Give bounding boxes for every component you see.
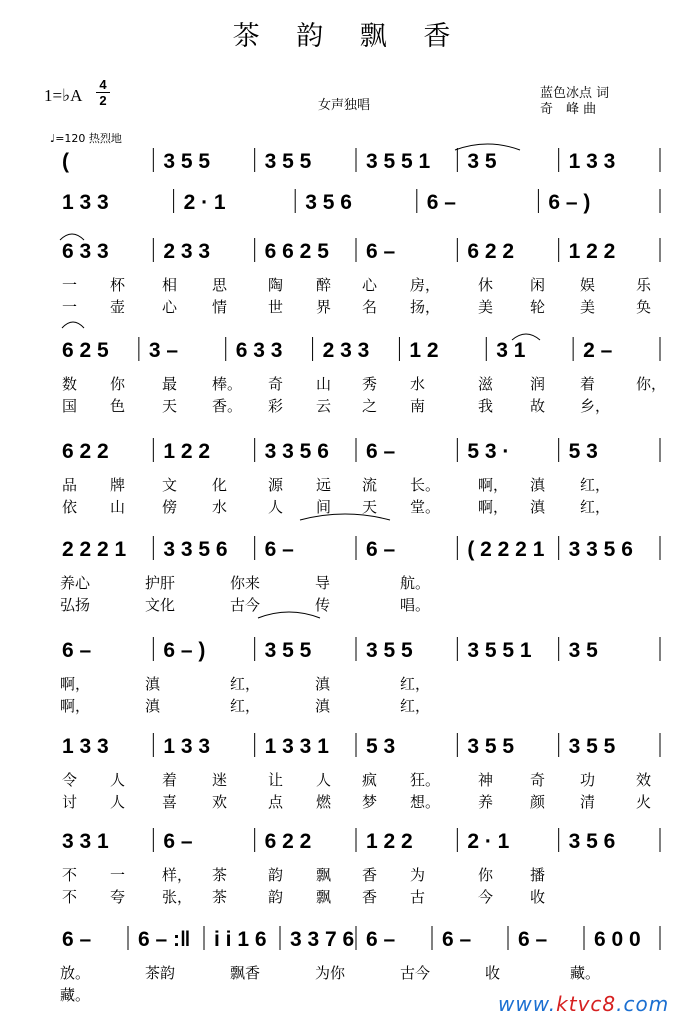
measure-notes: 3 5 5 [467,735,515,758]
lyric-line-1-word: 为 [410,866,426,884]
lyric-line-2-word: 张， [162,888,193,906]
measure-notes: 1 2 [409,339,439,362]
lyric-line-2-word: 天 [362,498,378,516]
measure-notes: 5 3 [366,735,396,758]
lyric-line-2-word: 依 [62,498,78,516]
lyric-line-1-word: 滇 [315,675,331,693]
lyric-line-1-word: 功 [580,771,596,789]
lyric-line-2-word: 藏。 [60,986,91,1004]
measure-notes: 1 2 2 [568,240,616,263]
lyric-line-2-word: 红， [230,697,261,715]
lyric-line-1-word: 一 [110,866,126,884]
lyric-line-1-word: 茶 [212,866,228,884]
lyric-line-2-word: 弘扬 [60,596,91,614]
lyric-line-1-word: 人 [110,771,126,789]
lyric-line-1-word: 滇 [145,675,161,693]
lyric-line-2-word: 人 [268,498,284,516]
lyric-line-1-word: 人 [316,771,332,789]
measure-notes: 3 5 [568,639,598,662]
lyric-line-2-word: 故 [530,397,546,415]
lyric-line-1-word: 棒。 [212,375,243,393]
measure-notes: 1 3 3 [62,735,109,758]
lyric-line-1-word: 狂。 [410,771,441,789]
lyric-line-2-word: 滇 [315,697,331,715]
measure-notes: 6 3 3 [62,240,109,263]
lyric-line-1-word: 奇 [268,375,284,393]
performance-type: 女声独唱 [318,98,371,113]
watermark-suffix: .com [616,992,670,1016]
measure-notes: 3 5 [467,150,497,173]
lyric-line-2-word: 啊， [60,697,91,715]
lyric-line-2-word: 间 [316,498,332,516]
time-signature-bottom: 2 [99,93,107,108]
lyric-line-1-word: 水 [410,375,426,393]
lyric-line-1-word: 飘 [316,866,332,884]
lyric-line-2-word: 世 [268,298,284,316]
measure-notes: 6 – [426,191,457,214]
measure-notes: 3 5 5 1 [467,639,532,662]
measure-notes: 1 3 3 [62,191,109,214]
lyric-line-2-word: 夸 [110,888,126,906]
lyric-line-2-word: 彩 [268,397,284,415]
lyric-line-1-word: 红， [230,675,261,693]
measure-notes: 3 3 5 6 [568,538,633,561]
lyric-line-1-word: 播 [530,866,546,884]
lyric-line-1-word: 一 [62,276,78,294]
lyric-line-1-word: 着 [580,375,596,393]
measure-notes: 3 3 1 [62,830,109,853]
lyric-line-2-word: 香。 [212,397,243,415]
page-title: 茶 韵 飘 香 [232,21,465,52]
lyric-line-1-word: 相 [162,276,178,294]
measure-notes: 2 · 1 [183,191,226,214]
lyric-line-1-word: 化 [212,476,228,494]
lyric-line-1-word: 陶 [268,276,284,294]
lyric-line-2-word: 红， [400,697,431,715]
measure-notes: 2 2 2 1 [62,538,127,561]
measure-notes: 1 2 2 [366,830,413,853]
measure-notes: 2 – [583,339,613,362]
lyric-line-2-word: 唱。 [400,596,431,614]
lyric-line-2-word: 茶 [212,888,228,906]
measure-notes: 6 3 3 [235,339,283,362]
measure-notes: 3 5 5 [264,150,312,173]
lyric-line-1-word: 飘香 [230,964,261,982]
lyric-line-2-word: 香 [362,888,378,906]
lyric-line-2-word: 古今 [230,596,261,614]
measure-notes: 1 3 3 [568,150,616,173]
lyric-line-2-word: 文化 [145,596,176,614]
lyric-line-1-word: 航。 [400,574,431,592]
lyric-line-2-word: 扬， [410,298,441,316]
measure-notes: 6 2 5 [62,339,109,362]
lyric-line-1-word: 疯 [362,771,378,789]
lyric-line-1-word: 你 [110,375,126,393]
lyric-line-2-word: 美 [478,298,494,316]
lyric-line-2-word: 红， [580,498,611,516]
lyric-line-2-word: 养 [478,793,494,811]
watermark-prefix: www. [498,992,557,1016]
measure-notes: 2 3 3 [163,240,211,263]
measure-notes: 6 – [442,928,472,951]
lyric-line-2-word: 传 [315,596,331,614]
lyric-line-2-word: 名 [362,298,378,316]
lyric-line-2-word: 奂 [636,298,652,316]
lyric-line-1-word: 山 [316,375,332,393]
lyric-line-1-word: 长。 [410,476,441,494]
lyric-line-1-word: 奇 [530,771,546,789]
lyric-line-1-word: 藏。 [570,964,601,982]
measure-notes: 1 3 3 1 [264,735,329,758]
lyric-line-2-word: 水 [212,498,228,516]
lyric-line-1-word: 房， [410,276,441,294]
measure-notes: 3 5 5 [366,639,413,662]
lyric-line-1-word: 闲 [530,276,546,294]
slur-arc [62,322,84,328]
lyric-line-2-word: 欢 [212,793,228,811]
lyric-line-1-word: 收 [485,964,501,982]
measure-notes: 6 – [264,538,294,561]
lyricist-credit: 蓝色冰点 词 [540,86,610,101]
lyric-line-1-word: 红， [400,675,431,693]
lyric-line-2-word: 颜 [530,793,546,811]
lyric-line-1-word: 茶韵 [145,964,176,982]
lyric-line-1-word: 数 [62,375,78,393]
lyric-line-1-word: 导 [315,574,331,592]
measure-notes: 2 · 1 [467,830,510,853]
measure-notes: 6 – [366,538,396,561]
lyric-line-2-word: 古 [410,888,426,906]
lyric-line-1-word: 杯 [110,276,126,294]
lyric-line-1-word: 你 [478,866,494,884]
lyric-line-2-word: 情 [212,298,228,316]
lyric-line-2-word: 心 [162,298,178,316]
lyric-line-2-word: 啊， [478,498,509,516]
lyric-line-2-word: 国 [62,397,78,415]
lyric-line-1-word: 啊， [60,675,91,693]
measure-notes: 3 5 5 [264,639,312,662]
lyric-line-2-word: 我 [478,397,494,415]
lyric-line-2-word: 美 [580,298,596,316]
lyric-line-1-word: 令 [62,771,78,789]
lyric-line-2-word: 一 [62,298,78,316]
measure-notes: 6 – [62,928,92,951]
lyric-line-1-word: 神 [478,771,494,789]
lyric-line-1-word: 你来 [230,574,261,592]
lyric-line-1-word: 远 [316,476,332,494]
measure-notes: 6 – ) [163,639,206,662]
lyric-line-2-word: 韵 [268,888,284,906]
lyric-line-1-word: 滇 [530,476,546,494]
measure-notes: 2 3 3 [322,339,370,362]
lyric-line-1-word: 你， [636,375,667,393]
measure-notes: 6 0 0 [594,928,641,951]
lyric-line-2-word: 南 [410,397,426,415]
lyric-line-2-word: 人 [110,793,126,811]
watermark [498,992,669,1016]
lyric-line-1-word: 最 [162,375,178,393]
measure-notes: 5 3 · [467,440,510,463]
measure-notes: ( 2 2 2 1 [467,538,545,561]
measure-notes: 3 3 7 6 [290,928,355,951]
measure-notes: 5 3 [568,440,598,463]
lyric-line-2-word: 讨 [62,793,78,811]
measure-notes: 6 – ) [548,191,591,214]
lyric-line-2-word: 山 [110,498,126,516]
lyric-line-2-word: 梦 [362,793,378,811]
lyric-line-2-word: 滇 [145,697,161,715]
measure-notes: 3 3 5 6 [264,440,329,463]
measure-notes: 6 – [62,639,92,662]
lyric-line-2-word: 天 [162,397,178,415]
measure-notes: 6 6 2 5 [264,240,329,263]
lyric-line-2-word: 喜 [162,793,178,811]
measure-notes: 1 2 2 [163,440,211,463]
lyric-line-1-word: 润 [530,375,546,393]
lyric-line-1-word: 娱 [580,276,596,294]
lyric-line-1-word: 样， [162,866,193,884]
lyric-line-1-word: 秀 [362,375,378,393]
lyric-line-1-word: 着 [162,771,178,789]
measure-notes: 3 5 5 [568,735,616,758]
measure-notes: 3 5 6 [568,830,616,853]
measure-notes: 3 5 6 [305,191,352,214]
lyric-line-1-word: 让 [268,771,284,789]
lyric-line-2-word: 燃 [316,793,332,811]
lyric-line-1-word: 流 [362,476,378,494]
measure-notes: 6 2 2 [264,830,312,853]
measure-notes: 3 – [148,339,179,362]
lyric-line-1-word: 思 [212,276,228,294]
lyric-line-1-word: 为你 [315,964,346,982]
lyric-line-1-word: 品 [62,476,78,494]
measure-notes: 6 2 2 [62,440,109,463]
lyric-line-1-word: 滋 [478,375,494,393]
lyric-line-2-word: 壶 [110,298,126,316]
lyric-line-1-word: 韵 [268,866,284,884]
lyric-line-2-word: 云 [316,397,332,415]
lyric-line-1-word: 源 [268,476,284,494]
lyric-line-1-word: 牌 [110,476,126,494]
lyric-line-2-word: 堂。 [410,498,441,516]
lyric-line-2-word: 色 [110,397,126,415]
measure-notes: 6 – [163,830,193,853]
lyric-line-1-word: 啊， [478,476,509,494]
slur-arc [258,612,320,618]
measure-notes: 3 5 5 [163,150,211,173]
measure-notes: ( [62,150,69,173]
tempo-marking: ♩=120 热烈地 [50,132,122,145]
lyric-line-1-word: 效 [636,771,652,789]
lyric-line-2-word: 之 [362,397,378,415]
key-signature: 1=♭A [44,86,83,105]
lyric-line-2-word: 滇 [530,498,546,516]
measure-notes: 6 – [366,440,396,463]
measure-notes: 6 – [366,928,396,951]
measure-notes: i i 1 6 [214,928,267,951]
lyric-line-2-word: 界 [316,298,332,316]
time-signature-top: 4 [99,77,107,92]
measure-notes: 6 – [366,240,396,263]
lyric-line-1-word: 休 [478,276,494,294]
lyric-line-1-word: 护肝 [145,574,176,592]
lyric-line-2-word: 不 [62,888,78,906]
watermark-name: ktvc8 [556,992,617,1016]
measure-notes: 3 1 [496,339,526,362]
lyric-line-2-word: 收 [530,888,546,906]
lyric-line-2-word: 飘 [316,888,332,906]
lyric-line-1-word: 古今 [400,964,431,982]
lyric-line-1-word: 乐 [636,276,652,294]
composer-credit: 奇 峰 曲 [540,102,597,117]
measure-notes: 1 3 3 [163,735,211,758]
lyric-line-1-word: 迷 [212,771,228,789]
measure-notes: 6 – :‖ [138,928,191,951]
lyric-line-2-word: 乡， [580,397,611,415]
lyric-line-2-word: 想。 [410,793,441,811]
lyric-line-1-word: 不 [62,866,78,884]
measure-notes: 6 2 2 [467,240,515,263]
lyric-line-1-word: 红， [580,476,611,494]
measure-notes: 3 5 5 1 [366,150,431,173]
lyric-line-2-word: 傍 [162,498,178,516]
lyric-line-2-word: 火 [636,793,652,811]
measure-notes: 6 – [518,928,548,951]
lyric-line-1-word: 放。 [60,964,91,982]
lyric-line-2-word: 点 [268,793,284,811]
lyric-line-2-word: 清 [580,793,596,811]
lyric-line-2-word: 轮 [530,298,546,316]
measure-notes: 3 3 5 6 [163,538,228,561]
lyric-line-1-word: 香 [362,866,378,884]
lyric-line-1-word: 醉 [316,276,332,294]
lyric-line-1-word: 文 [162,476,178,494]
lyric-line-2-word: 今 [478,888,494,906]
lyric-line-1-word: 养心 [60,574,91,592]
lyric-line-1-word: 心 [362,276,378,294]
